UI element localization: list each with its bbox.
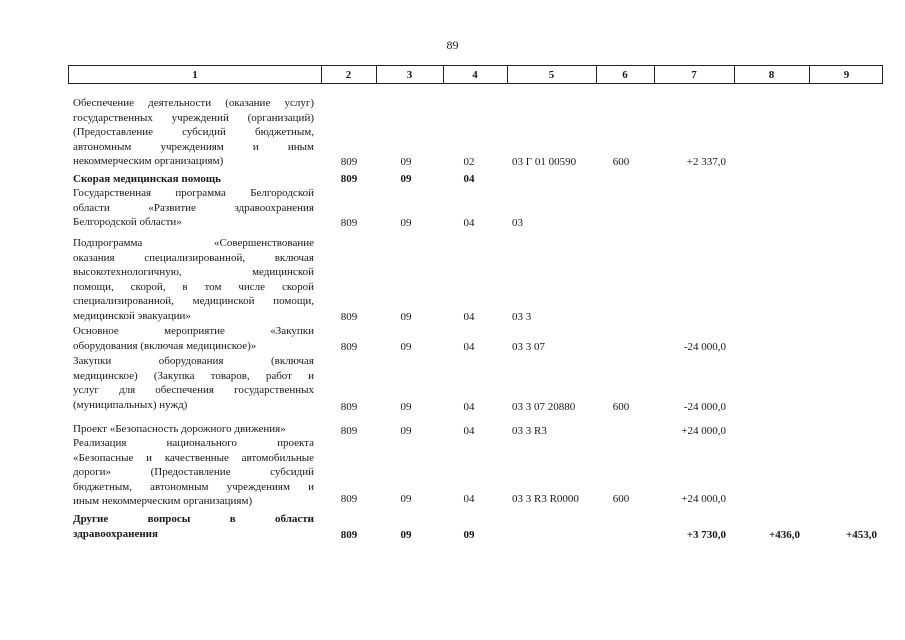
table-header [68, 65, 883, 84]
description-line: некоммерческим организациям) [73, 155, 224, 168]
description-line: иным некоммерческим организациям) [73, 495, 253, 508]
description-line: Реализация национального проекта [73, 437, 314, 449]
row-description [73, 422, 314, 437]
cell-c4: 04 [463, 493, 475, 505]
cell-c6: 600 [612, 156, 630, 168]
cell-c3: 09 [400, 529, 412, 541]
header-col-4: 4 [472, 69, 478, 81]
description-line: Государственная программа Белгородской [73, 187, 314, 199]
page-number: 89 [446, 38, 459, 52]
cell-c3: 09 [400, 341, 412, 353]
description-line: услуг для обеспечения государственных [73, 384, 314, 397]
description-line: автономным учреждениям и иным [73, 140, 314, 153]
cell-c6: 600 [612, 401, 630, 413]
cell-c4: 04 [463, 401, 475, 413]
description-line: Подпрограмма «Совершенствование [73, 237, 314, 249]
cell-c3: 09 [400, 173, 412, 185]
cell-c2: 809 [340, 401, 358, 413]
cell-c3: 09 [400, 217, 412, 229]
cell-c4: 02 [463, 156, 475, 168]
cell-c9: +453,0 [845, 529, 877, 541]
description-line: высокотехнологичную, медицинской [73, 266, 314, 279]
description-line: Закупки оборудования (включая [73, 355, 314, 367]
cell-c2: 809 [340, 173, 358, 185]
row-description [73, 172, 314, 187]
cell-c2: 809 [340, 425, 358, 437]
row-description [73, 324, 314, 353]
row-description [73, 186, 314, 230]
description-line: Другие вопросы в области [73, 513, 314, 525]
row-description [73, 354, 314, 412]
description-line: Проект «Безопасность дорожного движения» [73, 423, 286, 435]
cell-c5: 03 3 [512, 311, 532, 323]
cell-c7: -24 000,0 [683, 401, 726, 413]
cell-c7: -24 000,0 [683, 341, 726, 353]
description-line: области «Развитие здравоохранения [73, 201, 314, 214]
cell-c5: 03 3 R3 R0000 [512, 493, 579, 505]
cell-c4: 04 [463, 425, 475, 437]
cell-c5: 03 3 R3 [512, 425, 547, 437]
cell-c5: 03 [512, 217, 523, 229]
cell-c3: 09 [400, 425, 412, 437]
description-line: государственных учреждений (организаций) [73, 111, 314, 124]
header-col-2: 2 [345, 69, 352, 81]
row-description [73, 436, 314, 509]
description-line: «Безопасные и качественные автомобильные [73, 451, 314, 464]
row-description [73, 236, 314, 324]
cell-c2: 809 [340, 156, 358, 168]
cell-c7: +2 337,0 [686, 156, 726, 168]
header-col-6: 6 [622, 69, 628, 81]
cell-c4: 04 [463, 311, 475, 323]
cell-c2: 809 [340, 311, 358, 323]
header-col-5: 5 [548, 69, 555, 81]
description-line: Обеспечение деятельности (оказание услуг) [73, 97, 314, 109]
description-line: помощи, скорой, в том числе скорой [73, 280, 314, 293]
cell-c4: 09 [463, 529, 475, 541]
cell-c5: 03 3 07 20880 [512, 401, 576, 413]
description-line: здравоохранения [73, 527, 158, 540]
cell-c3: 09 [400, 156, 412, 168]
cell-c4: 04 [463, 341, 475, 353]
cell-c2: 809 [340, 217, 358, 229]
cell-c4: 04 [463, 173, 475, 185]
description-line: медицинской эвакуации» [73, 309, 191, 322]
description-line: дороги» (Предоставление субсидий [73, 466, 314, 479]
description-line: Белгородской области» [73, 216, 182, 229]
header-col-7: 7 [691, 69, 697, 81]
cell-c3: 09 [400, 401, 412, 413]
header-col-1: 1 [192, 69, 198, 81]
cell-c2: 809 [340, 529, 358, 541]
description-line: оборудования (включая медицинское)» [73, 339, 257, 352]
cell-c7: +24 000,0 [681, 425, 726, 437]
cell-c3: 09 [400, 493, 412, 505]
description-line: (муниципальных) нужд) [73, 398, 188, 411]
cell-c2: 809 [340, 493, 358, 505]
description-line: Основное мероприятие «Закупки [73, 325, 314, 337]
cell-c5: 03 Г 01 00590 [512, 156, 577, 168]
cell-c5: 03 3 07 [512, 341, 545, 353]
description-line: медицинское) (Закупка товаров, работ и [73, 369, 314, 382]
description-line: Скорая медицинская помощь [73, 173, 221, 185]
cell-c3: 09 [400, 311, 412, 323]
cell-c2: 809 [340, 341, 358, 353]
header-col-9: 9 [843, 69, 850, 81]
description-line: бюджетным, автономным учреждениям и [73, 480, 314, 493]
header-col-8: 8 [768, 69, 775, 81]
cell-c6: 600 [612, 493, 630, 505]
description-line: (Предоставление субсидий бюджетным, [73, 126, 314, 139]
description-line: оказания специализированной, включая [73, 251, 314, 264]
row-description [73, 512, 314, 541]
header-col-3: 3 [406, 69, 413, 81]
cell-c7: +24 000,0 [681, 493, 726, 505]
description-line: специализированной, медицинской помощи, [73, 295, 314, 308]
cell-c7: +3 730,0 [686, 529, 726, 541]
row-description [73, 96, 314, 169]
cell-c4: 04 [463, 217, 475, 229]
cell-c8: +436,0 [768, 529, 800, 541]
